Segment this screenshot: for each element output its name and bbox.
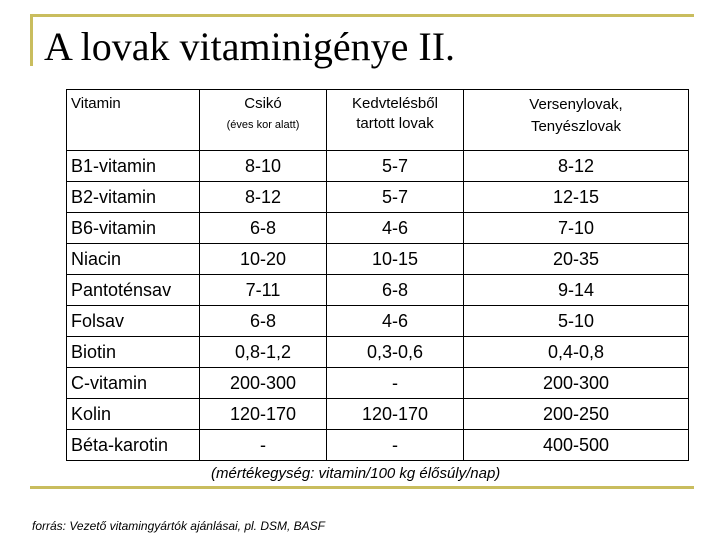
verseny-value-cell: 7-10 (464, 213, 689, 244)
header-kedvteles (327, 90, 464, 151)
vitamin-name-cell: B6-vitamin (67, 213, 200, 244)
csiko-value-cell: 0,8-1,2 (200, 337, 327, 368)
verseny-value-cell: 400-500 (464, 430, 689, 461)
table-row (67, 337, 689, 368)
kedvteles-value-cell: 120-170 (327, 399, 464, 430)
vitamin-name-cell: C-vitamin (67, 368, 200, 399)
vitamin-name-cell: Béta-karotin (67, 430, 200, 461)
csiko-value-cell: 6-8 (200, 213, 327, 244)
kedvteles-value-cell: 0,3-0,6 (327, 337, 464, 368)
accent-rule-vertical (30, 14, 33, 66)
header-csiko (200, 90, 327, 151)
page-title: A lovak vitaminigénye II. (44, 24, 456, 69)
verseny-value-cell: 5-10 (464, 306, 689, 337)
header-verseny-line1: Versenylovak, (529, 96, 623, 113)
kedvteles-value-cell: 4-6 (327, 306, 464, 337)
header-verseny (464, 90, 689, 151)
header-vitamin: Vitamin (67, 90, 200, 151)
accent-rule-top (30, 14, 694, 17)
vitamin-name-cell: Biotin (67, 337, 200, 368)
verseny-value-cell: 200-300 (464, 368, 689, 399)
unit-note: (mértékegység: vitamin/100 kg élősúly/nap) (211, 465, 501, 482)
vitamin-name-cell: Niacin (67, 244, 200, 275)
verseny-value-cell: 12-15 (464, 182, 689, 213)
table-row (67, 368, 689, 399)
header-kedvteles-line1: Kedvtelésből (352, 95, 438, 112)
kedvteles-value-cell: - (327, 368, 464, 399)
header-csiko-label: Csikó (244, 95, 282, 112)
table-row (67, 151, 689, 182)
table-header-row (67, 90, 689, 151)
csiko-value-cell: 10-20 (200, 244, 327, 275)
header-csiko-sub: (éves kor alatt) (226, 119, 300, 131)
kedvteles-value-cell: - (327, 430, 464, 461)
verseny-value-cell: 200-250 (464, 399, 689, 430)
kedvteles-value-cell: 4-6 (327, 213, 464, 244)
source-note: forrás: Vezető vitamingyártók ajánlásai, pl. DSM, BASF (32, 519, 326, 533)
table-row (67, 213, 689, 244)
table-row (67, 244, 689, 275)
csiko-value-cell: - (200, 430, 327, 461)
table-row (67, 399, 689, 430)
table-row (67, 275, 689, 306)
verseny-value-cell: 9-14 (464, 275, 689, 306)
accent-rule-bottom (30, 486, 694, 489)
table-body (67, 151, 689, 461)
kedvteles-value-cell: 6-8 (327, 275, 464, 306)
vitamin-name-cell: Folsav (67, 306, 200, 337)
csiko-value-cell: 8-10 (200, 151, 327, 182)
verseny-value-cell: 8-12 (464, 151, 689, 182)
kedvteles-value-cell: 5-7 (327, 182, 464, 213)
table-row (67, 430, 689, 461)
vitamin-table (66, 89, 689, 461)
header-verseny-line2: Tenyészlovak (530, 118, 622, 135)
table-row (67, 306, 689, 337)
csiko-value-cell: 6-8 (200, 306, 327, 337)
csiko-value-cell: 8-12 (200, 182, 327, 213)
table-row (67, 182, 689, 213)
csiko-value-cell: 200-300 (200, 368, 327, 399)
kedvteles-value-cell: 10-15 (327, 244, 464, 275)
csiko-value-cell: 7-11 (200, 275, 327, 306)
verseny-value-cell: 20-35 (464, 244, 689, 275)
vitamin-name-cell: B1-vitamin (67, 151, 200, 182)
csiko-value-cell: 120-170 (200, 399, 327, 430)
kedvteles-value-cell: 5-7 (327, 151, 464, 182)
vitamin-name-cell: Kolin (67, 399, 200, 430)
vitamin-name-cell: Pantoténsav (67, 275, 200, 306)
verseny-value-cell: 0,4-0,8 (464, 337, 689, 368)
header-kedvteles-line2: tartott lovak (356, 115, 434, 132)
vitamin-name-cell: B2-vitamin (67, 182, 200, 213)
